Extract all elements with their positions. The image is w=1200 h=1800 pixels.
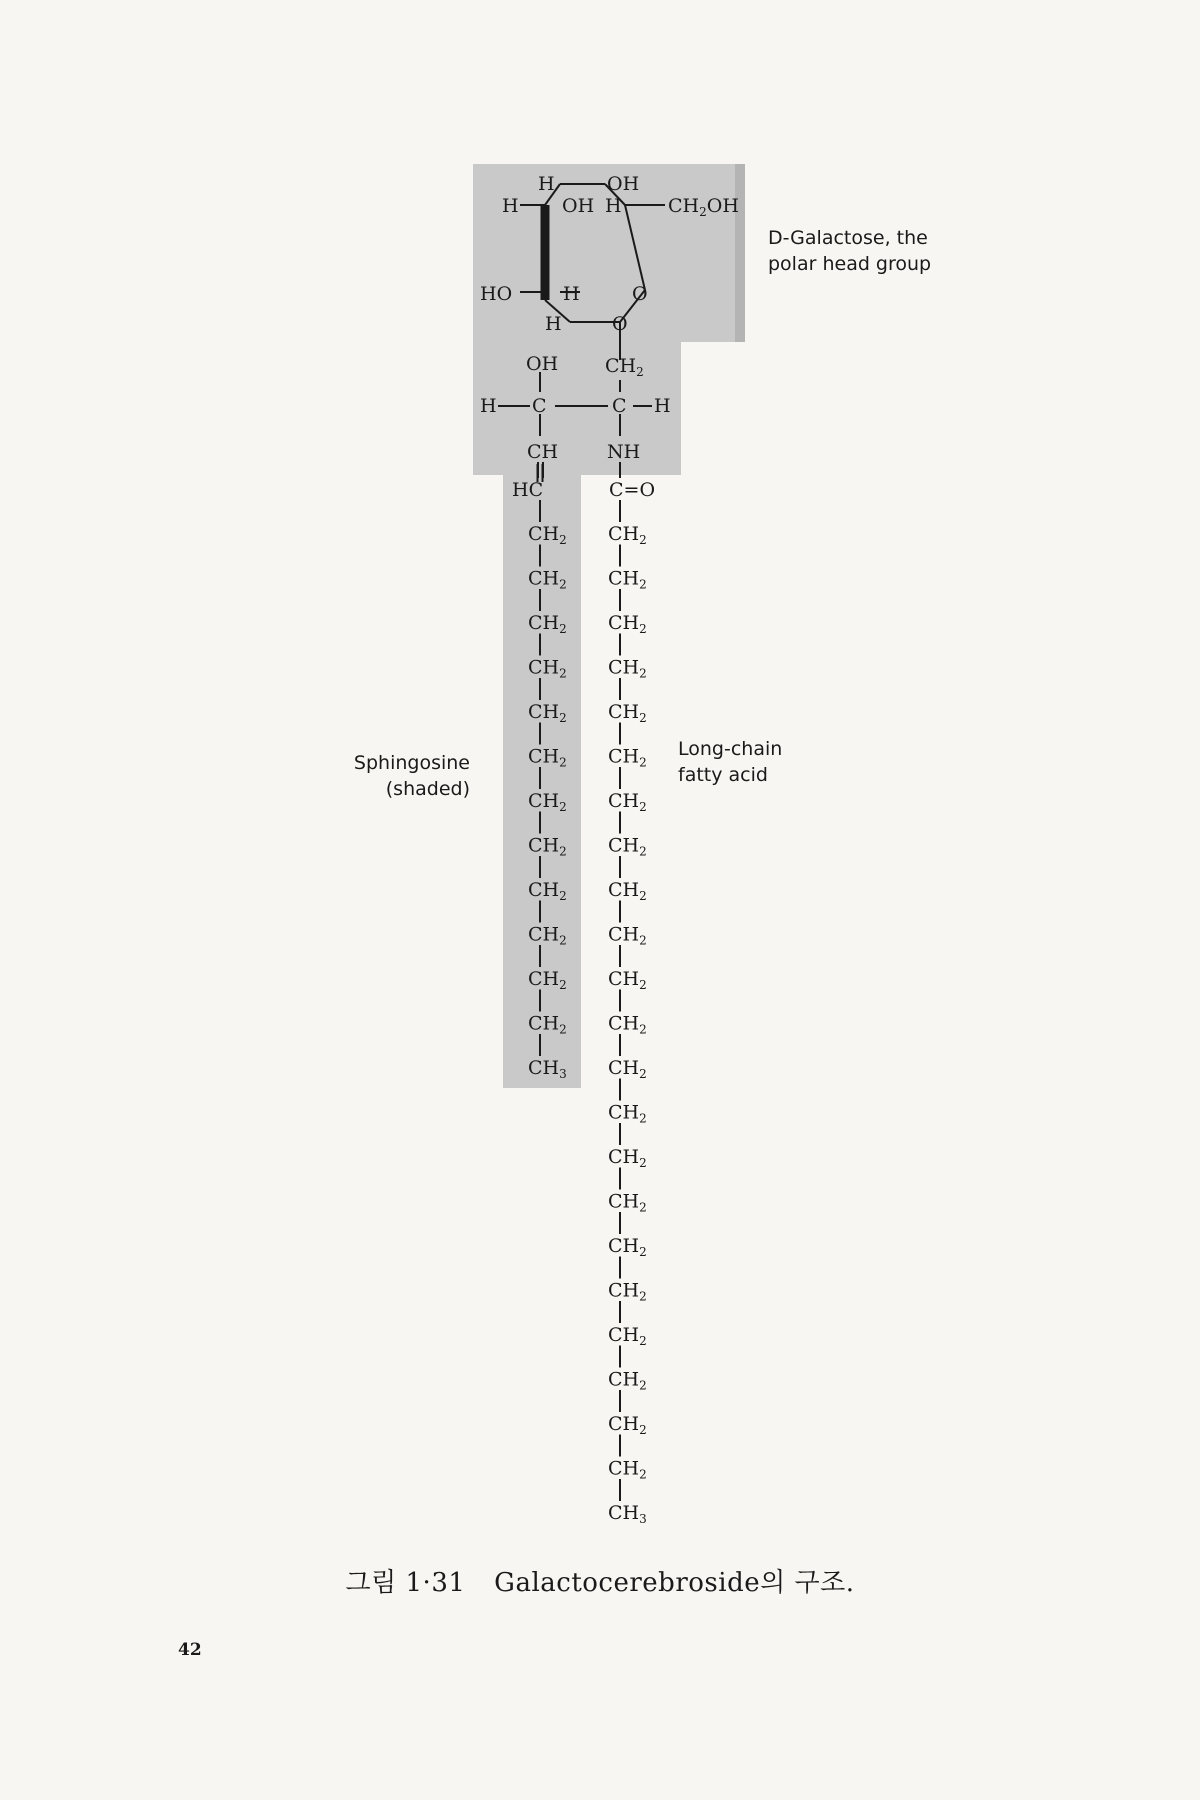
fatty-acid-label-line1: Long-chain — [678, 738, 783, 760]
galactose-edge — [735, 164, 745, 342]
fatty-acid-ch2: $CH_2$ — [608, 1146, 647, 1170]
figure-caption — [0, 1562, 1200, 1599]
sphingosine-ch2: $CH_2$ — [528, 567, 567, 592]
fatty-acid-ch2: $CH_2$ — [608, 745, 647, 770]
fatty-acid-ch2: $CH_2$ — [608, 1279, 647, 1304]
svg-text:H: H — [605, 195, 622, 217]
fatty-acid-ch2: $CH_2$ — [608, 1368, 647, 1393]
sphingosine-ch2: $CH_2$ — [528, 701, 567, 725]
svg-text:NH: NH — [607, 441, 641, 463]
sphingosine-ch2: $CH_2$ — [528, 879, 567, 903]
svg-text:HC: HC — [512, 479, 544, 501]
svg-text:CH2: $CH_2$ — [605, 355, 644, 379]
sphingosine-label-line1: Sphingosine — [353, 752, 470, 774]
fatty-acid-ch2: $CH_2$ — [608, 656, 647, 681]
svg-text:OH: OH — [526, 353, 559, 375]
svg-text:CH2OH: $CH_2OH$ — [668, 195, 739, 219]
sphingosine-ch2: $CH_2$ — [528, 612, 567, 636]
fatty-acid-ch2: $CH_2$ — [608, 790, 647, 814]
sphingosine-label-line2: (shaded) — [385, 778, 470, 800]
svg-text:HO: HO — [480, 283, 513, 305]
fatty-acid-terminal-ch3: $CH_3$ — [608, 1502, 647, 1526]
sphingosine-ch2: $CH_2$ — [528, 790, 567, 814]
fatty-acid-ch2: $CH_2$ — [608, 523, 647, 547]
svg-text:H: H — [480, 395, 497, 417]
fatty-acid-ch2: $CH_2$ — [608, 834, 647, 859]
fatty-acid-ch2: $CH_2$ — [608, 1413, 647, 1437]
fatty-acid-ch2: $CH_2$ — [608, 1324, 647, 1348]
svg-text:CH: CH — [527, 441, 559, 463]
sphingosine-ch2: $CH_2$ — [528, 745, 567, 770]
svg-text:O: O — [612, 313, 628, 335]
fatty-acid-ch2: $CH_2$ — [608, 1190, 647, 1215]
sphingosine-tail-shade — [503, 472, 581, 1088]
page-number: 42 — [178, 1640, 202, 1660]
galactose-label — [768, 225, 931, 277]
svg-text:OH: OH — [607, 173, 640, 195]
fatty-acid-ch2: $CH_2$ — [608, 968, 647, 992]
svg-text:O: O — [632, 283, 648, 305]
fatty-acid-ch2: $CH_2$ — [608, 1235, 647, 1259]
fatty-acid-ch2: $CH_2$ — [608, 923, 647, 948]
figure-number: 그림 1·31 — [345, 1568, 466, 1598]
svg-text:H: H — [502, 195, 519, 217]
sphingosine-terminal-ch3: $CH_3$ — [528, 1057, 567, 1081]
fatty-acid-ch2: $CH_2$ — [608, 701, 647, 725]
fatty-acid-ch2: $CH_2$ — [608, 567, 647, 592]
sphingosine-ch2: $CH_2$ — [528, 656, 567, 681]
galactose-label-line1: D-Galactose, the — [768, 227, 928, 249]
fatty-acid-ch2: $CH_2$ — [608, 1101, 647, 1126]
sphingosine-ch2: $CH_2$ — [528, 834, 567, 859]
fatty-acid-chain — [608, 500, 647, 1526]
sphingosine-ch2: $CH_2$ — [528, 523, 567, 547]
sphingosine-ch2: $CH_2$ — [528, 1012, 567, 1037]
fatty-acid-label-line2: fatty acid — [678, 764, 768, 786]
figure-title: Galactocerebroside의 구조. — [494, 1568, 855, 1598]
fatty-acid-ch2: $CH_2$ — [608, 1012, 647, 1037]
svg-text:H: H — [654, 395, 671, 417]
galactose-label-line2: polar head group — [768, 253, 932, 275]
svg-text:OH: OH — [562, 195, 595, 217]
fatty-acid-ch2: $CH_2$ — [608, 1057, 647, 1081]
sphingosine-label — [340, 750, 470, 802]
fatty-acid-ch2: $CH_2$ — [608, 879, 647, 903]
svg-text:H: H — [538, 173, 555, 195]
sphingosine-ch2: $CH_2$ — [528, 968, 567, 992]
svg-text:C=O: C=O — [609, 479, 656, 501]
head-shade — [473, 340, 681, 475]
fatty-acid-ch2: $CH_2$ — [608, 1457, 647, 1482]
svg-text:C: C — [612, 395, 627, 417]
fatty-acid-ch2: $CH_2$ — [608, 612, 647, 636]
sphingosine-ch2: $CH_2$ — [528, 923, 567, 948]
fatty-acid-label — [678, 736, 782, 788]
svg-text:H: H — [563, 283, 580, 305]
svg-text:C: C — [532, 395, 547, 417]
svg-text:H: H — [545, 313, 562, 335]
